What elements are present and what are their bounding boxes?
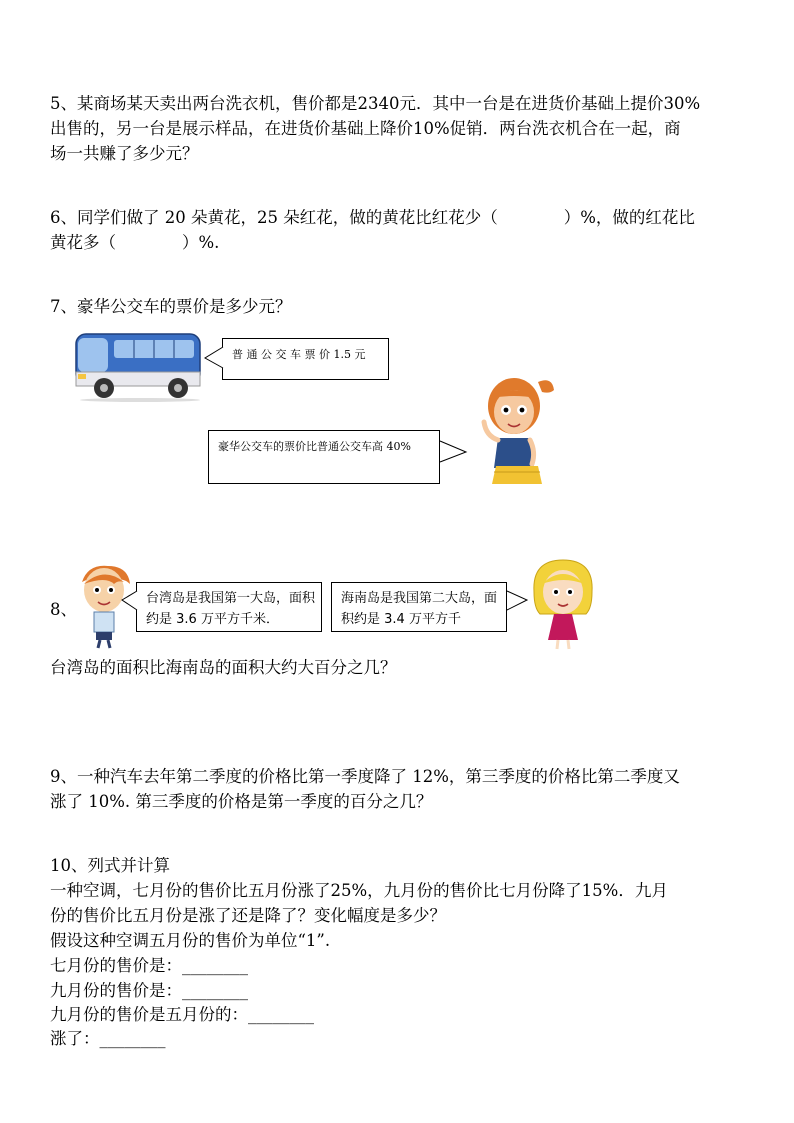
taiwan-bubble bbox=[136, 582, 322, 632]
hainan-bubble bbox=[331, 582, 507, 632]
taiwan-text: 台湾岛是我国第一大岛，面积约是 3.6 万平方千米． bbox=[146, 591, 316, 627]
q10-line-7: 涨了：________ bbox=[50, 1029, 166, 1048]
q5-line-1: 5、某商场某天卖出两台洗衣机，售价都是2340元．其中一台是在进货价基础上提价30% bbox=[50, 94, 701, 113]
q5-line-3: 场一共赚了多少元？ bbox=[50, 144, 199, 163]
hainan-bubble-pointer bbox=[506, 590, 528, 612]
hainan-text: 海南岛是我国第二大岛，面积约是 3.4 万平方千 bbox=[341, 591, 498, 627]
q10-line-2: 份的售价比五月份是涨了还是降了？变化幅度是多少？ bbox=[50, 906, 446, 925]
girl-character bbox=[480, 372, 558, 488]
q10-line-3: 假设这种空调五月份的售价为单位“1”. bbox=[50, 931, 331, 950]
bus-fare-bubble bbox=[222, 338, 389, 380]
q9-line-1: 9、一种汽车去年第二季度的价格比第一季度降了 12%，第三季度的价格比第二季度又 bbox=[50, 767, 680, 786]
q10-title: 10、列式并计算 bbox=[50, 856, 170, 875]
bus-fare-text: 普 通 公 交 车 票 价 1.5 元 bbox=[232, 348, 366, 361]
luxury-fare-bubble bbox=[208, 430, 440, 484]
q10-line-1: 一种空调，七月份的售价比五月份涨了25%，九月份的售价比七月份降了15%．九月 bbox=[50, 881, 668, 900]
q10-line-6: 九月份的售价是五月份的：________ bbox=[50, 1005, 314, 1024]
bus-bubble-pointer bbox=[204, 346, 224, 370]
q8-question: 台湾岛的面积比海南岛的面积大约大百分之几？ bbox=[50, 658, 397, 677]
q9-line-2: 涨了 10%. 第三季度的价格是第一季度的百分之几？ bbox=[50, 792, 433, 811]
luxury-bubble-pointer bbox=[439, 440, 467, 464]
q6-line-1: 6、同学们做了 20 朵黄花，25 朵红花，做的黄花比红花少（ ）%，做的红花比 bbox=[50, 208, 695, 227]
q7-title: 7、豪华公交车的票价是多少元？ bbox=[50, 297, 292, 316]
bus-illustration bbox=[74, 330, 206, 402]
q6-line-2: 黄花多（ ）%. bbox=[50, 233, 220, 252]
q8-number: 8、 bbox=[50, 600, 77, 619]
q10-line-4: 七月份的售价是：________ bbox=[50, 956, 248, 975]
blonde-girl-character bbox=[528, 556, 598, 652]
luxury-fare-text: 豪华公交车的票价比普通公交车高 40% bbox=[218, 440, 411, 453]
q5-line-2: 出售的，另一台是展示样品，在进货价基础上降价10%促销．两台洗衣机合在一起，商 bbox=[50, 119, 681, 138]
q10-line-5: 九月份的售价是：________ bbox=[50, 981, 248, 1000]
taiwan-bubble-pointer bbox=[121, 590, 138, 612]
